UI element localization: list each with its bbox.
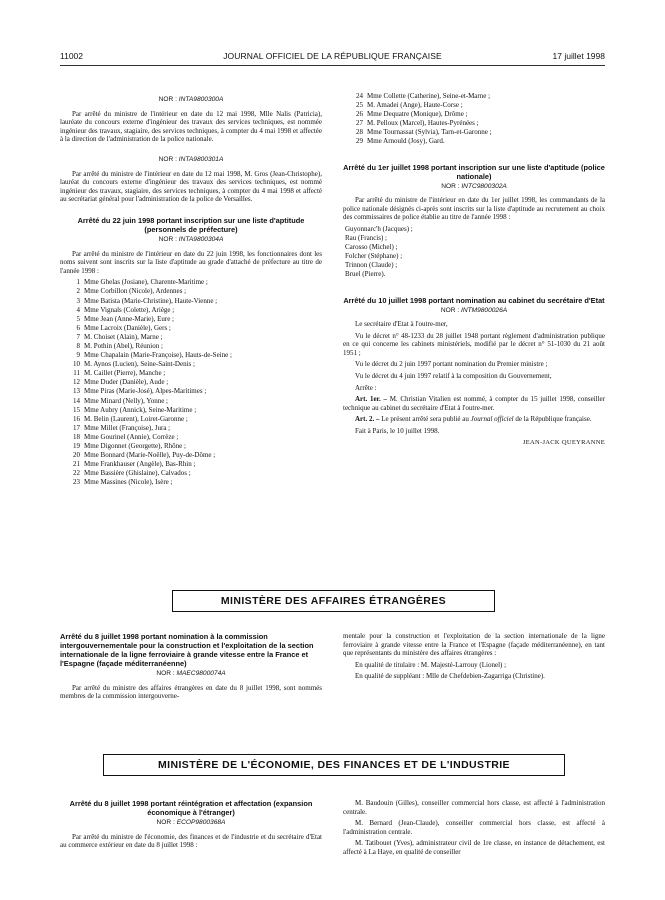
list-item-number: 13 — [73, 387, 80, 396]
list-item-text: Mme Batista (Marie-Christine), Haute-Vienne ; — [84, 296, 218, 305]
nor-reference: NOR : INTA9800300A — [158, 96, 224, 103]
list-item — [60, 287, 322, 296]
issue-date: 17 juillet 1998 — [552, 51, 605, 61]
list-item-text: Mme Tournassat (Sylvia), Tarn-et-Garonne ; — [367, 128, 492, 137]
list-item-text: Mme Vignals (Colette), Ariège ; — [84, 305, 175, 314]
nor-reference: NOR : INTA9800304A — [158, 235, 224, 243]
article-1: Art. 1er. – M. Christian Vitalien est nommé, à compter du 15 juillet 1998, conseiller technique au cabinet du secrétaire d'Etat à l'outre-mer. — [343, 395, 605, 412]
decree-paragraph: Vu le décret du 2 juin 1997 portant nomination du Premier ministre ; — [355, 360, 548, 369]
titular-line: En qualité de titulaire : M. Majesté-Larrouy (Lionel) ; — [355, 660, 507, 669]
nor-reference: NOR : INTC9800302A — [441, 182, 507, 190]
list-item-number: 6 — [76, 323, 80, 332]
list-item-number: 7 — [76, 332, 80, 341]
list-item-text: Mme Millet (Françoise), Jura ; — [84, 423, 171, 432]
list-item-number: 12 — [73, 378, 80, 387]
list-item-text: Mme Jean (Anne-Marie), Eure ; — [84, 314, 174, 323]
list-item-text: M. Pothin (Abel), Réunion ; — [84, 341, 163, 350]
decree-paragraph: Vu le décret n° 48-1233 du 28 juillet 1948 portant règlement d'administration publique en ce qui concerne les cabinets ministériels, modifié par le décret n° 51-1030 du 21 août 1951 ; — [343, 331, 605, 357]
list-item — [60, 451, 322, 460]
list-item-number: 23 — [73, 478, 80, 487]
list-item-number: 19 — [73, 442, 80, 450]
list-item-number: 27 — [356, 119, 363, 128]
list-item — [60, 324, 322, 333]
list-item — [60, 342, 322, 351]
list-item-number: 21 — [73, 460, 80, 469]
list-item-text: Mme Dequatre (Monique), Drôme ; — [367, 110, 468, 119]
list-item — [60, 478, 322, 487]
list-item-text: M. Pelloux (Marcel), Hautes-Pyrénées ; — [367, 119, 479, 128]
reassignment-item: M. Bernard (Jean-Claude), conseiller commercial hors classe, est affecté à l'administration centrale. — [343, 819, 605, 836]
list-item-number: 22 — [73, 469, 80, 478]
list-item — [60, 333, 322, 342]
decree-paragraph: Par arrêté du ministre de l'intérieur en date du 1er juillet 1998, les commandants de la police nationale désignés ci-après sont inscrits sur la liste d'aptitude au recrutement au choix des commissaires de police établie au titre de l'année 1998 : — [343, 196, 605, 222]
list-item-number: 15 — [73, 405, 80, 414]
list-item-text: Mme Digonnet (Georgette), Rhône ; — [84, 442, 186, 450]
ministry2-right — [343, 799, 605, 860]
list-item — [60, 369, 322, 378]
list-item — [60, 406, 322, 415]
list-item-number: 24 — [356, 92, 363, 100]
list-item — [343, 92, 605, 101]
list-item — [343, 128, 605, 137]
decree-paragraph: Par arrêté du ministre de l'intérieur en date du 22 juin 1998, les fonctionnaires dont les noms suivent sont inscrits sur la liste d'aptitude au grade d'attaché de préfecture au titre de l'année 1998 : — [60, 249, 322, 275]
list-item-text: M. Aynos (Lucien), Seine-Saint-Denis ; — [84, 360, 195, 369]
ministry2-left — [60, 799, 322, 853]
ministry-heading: MINISTÈRE DE L'ÉCONOMIE, DES FINANCES ET DE L'INDUSTRIE — [103, 754, 565, 776]
list-item-text: Mme Duder (Danièle), Aude ; — [84, 378, 169, 387]
list-item-text: Mme Minard (Nelly), Yonne ; — [84, 396, 168, 405]
reassignment-item: M. Tatibouet (Yves), administrateur civil de 1re classe, en instance de détachement, est affecté à La Haye, en qualité de conseiller — [343, 839, 605, 856]
signature-place-date: Fait à Paris, le 10 juillet 1998. — [355, 427, 440, 436]
list-item-text: Mme Gourinel (Annie), Corrèze ; — [84, 432, 179, 441]
list-item — [60, 360, 322, 369]
header-rule — [60, 65, 605, 66]
list-item-text: Mme Bassière (Ghislaine), Calvados ; — [84, 469, 191, 478]
ministry1-left — [60, 632, 322, 704]
decree-title: Arrêté du 8 juillet 1998 portant nomination à la commission intergouvernementale pour la construction et l'exploitation de la section internationale de la ligne ferroviaire à grande vitesse entre la France et l'Espagne (façade méditerranéenne) — [60, 632, 314, 668]
commissioner-name: Folcher (Stéphane) ; — [345, 252, 403, 261]
list-item — [60, 397, 322, 406]
list-item-number: 4 — [76, 305, 80, 314]
decree-paragraph: Le secrétaire d'Etat à l'outre-mer, — [355, 320, 448, 329]
list-item-text: Mme Corbillon (Nicole), Ardennes ; — [84, 287, 187, 296]
list-item-text: M. Belin (Laurent), Loiret-Garonne ; — [84, 414, 188, 423]
list-item-text: Mme Collette (Catherine), Seine-et-Marne ; — [367, 92, 491, 100]
nor-reference: NOR : MAEC9800074A — [156, 670, 226, 677]
substitute-line: En qualité de suppléant : Mlle de Chefdebien-Zagarriga (Christine). — [355, 672, 545, 681]
list-item-number: 28 — [356, 128, 363, 137]
list-item — [343, 137, 605, 146]
decree-paragraph: Par arrêté du ministre de l'intérieur en date du 12 mai 1998, M. Gros (Jean-Christophe), lauréat du concours externe d'ingénieur des travaux des services techniques, est nommé ingénieur des travaux, stagiaire, des services techniques, à compter du 4 mai 1998 et affecté au secrétariat général pour l'administration de la police de Versailles. — [60, 169, 322, 204]
signature: JEAN-JACK QUEYRANNE — [522, 438, 605, 446]
decree-paragraph: Par arrêté du ministre de l'intérieur en date du 12 mai 1998, Mlle Nalis (Patricia), lauréate du concours externe d'ingénieur des travaux des services techniques, est nommée ingénieur des travaux, stagiaire, des services techniques, à compter du 4 mai 1998 et affectée à la direction de l'administration de la police nationale. — [60, 109, 322, 144]
commissioner-name: Rau (Francis) ; — [345, 234, 387, 243]
list-item-text: Mme Frankhauser (Angèle), Bas-Rhin ; — [84, 460, 196, 469]
page-header — [60, 51, 605, 65]
nor-reference: NOR : ECOP9800368A — [156, 819, 226, 826]
list-item — [60, 351, 322, 360]
list-item-text: Mme Arnould (Josy), Gard. — [367, 137, 445, 146]
list-item — [343, 101, 605, 110]
list-item — [60, 315, 322, 324]
decree-title: Arrêté du 10 juillet 1998 portant nomination au cabinet du secrétaire d'Etat — [343, 295, 605, 305]
decree-paragraph: Par arrêté du ministre des affaires étrangères en date du 8 juillet 1998, sont nommés membres de la commission intergouverne- — [60, 683, 322, 701]
list-item-number: 1 — [76, 278, 80, 287]
list-item — [60, 378, 322, 387]
list-item — [60, 469, 322, 478]
aptitude-list-continued — [343, 92, 605, 147]
decree-paragraph: Vu le décret du 4 juin 1997 relatif à la composition du Gouvernement, — [355, 372, 552, 381]
list-item-number: 16 — [73, 414, 80, 423]
list-item-number: 20 — [73, 451, 80, 460]
list-item-text: M. Amadei (Ange), Haute-Corse ; — [367, 101, 463, 110]
list-item-text: Mme Chapalain (Marie-Françoise), Hauts-de-Seine ; — [84, 351, 232, 360]
list-item-number: 14 — [73, 396, 80, 405]
list-item — [60, 306, 322, 315]
right-column — [343, 92, 605, 447]
commissioner-name: Trinnon (Claude) ; — [345, 261, 398, 270]
list-item — [343, 119, 605, 128]
list-item-text: M. Caillet (Pierre), Manche ; — [84, 369, 166, 378]
list-item-number: 3 — [76, 296, 80, 305]
list-item-number: 5 — [76, 314, 80, 323]
list-item-number: 10 — [73, 360, 80, 369]
list-item-number: 8 — [76, 341, 80, 350]
list-item-number: 25 — [356, 101, 363, 110]
commissioner-name: Carosso (Michel) ; — [345, 243, 398, 252]
list-item — [60, 387, 322, 396]
commissioner-name: Bruel (Pierre). — [345, 270, 386, 279]
decree-paragraph: Par arrêté du ministre de l'économie, des finances et de l'industrie et du secrétaire d'Etat au commerce extérieur en date du 8 juillet 1998 : — [60, 832, 322, 850]
decree-title: Arrêté du 22 juin 1998 portant inscription sur une liste d'aptitude (personnels de préfecture) — [77, 215, 305, 234]
list-item-text: Mme Bonnard (Marie-Noëlle), Puy-de-Dôme ; — [84, 451, 216, 460]
ministry-heading: MINISTÈRE DES AFFAIRES ÉTRANGÈRES — [172, 590, 495, 612]
list-item-number: 18 — [73, 432, 80, 441]
list-item-text: M. Choiset (Alain), Marne ; — [84, 332, 163, 341]
list-item-number: 29 — [356, 137, 363, 146]
reassignment-item: M. Baudouin (Gilles), conseiller commercial hors classe, est affecté à l'administration centrale. — [343, 799, 605, 816]
list-item-number: 2 — [76, 287, 80, 296]
list-item-text: Mme Massines (Nicole), Isère ; — [84, 478, 173, 487]
list-item — [60, 424, 322, 433]
list-item — [60, 415, 322, 424]
journal-title: JOURNAL OFFICIEL DE LA RÉPUBLIQUE FRANÇAISE — [223, 51, 442, 61]
list-item — [60, 278, 322, 287]
list-item — [60, 297, 322, 306]
list-item — [60, 433, 322, 442]
decree-title: Arrêté du 8 juillet 1998 portant réintégration et affectation (expansion économique à l'étranger) — [69, 799, 313, 817]
list-item-number: 11 — [73, 369, 80, 378]
left-column — [60, 94, 322, 490]
list-item-text: Mme Ghelas (Josiane), Charente-Maritime ; — [84, 278, 208, 287]
nor-reference: NOR : INTA9800301A — [158, 155, 224, 163]
nor-reference: NOR : INTM9800026A — [440, 306, 508, 314]
aptitude-list — [60, 278, 322, 487]
list-item-number: 26 — [356, 110, 363, 119]
arrete-line: Arrête : — [355, 383, 377, 392]
list-item-text: Mme Lacroix (Danièle), Gers ; — [84, 323, 171, 332]
decree-title: Arrêté du 1er juillet 1998 portant inscription sur une liste d'aptitude (police nationale) — [343, 162, 605, 181]
commissioner-list — [343, 225, 605, 280]
list-item — [60, 442, 322, 451]
list-item-text: Mme Aubry (Annick), Seine-Maritime ; — [84, 405, 197, 414]
page-number: 11002 — [60, 51, 84, 61]
article-2: Art. 2. – Le présent arrêté sera publié au Journal officiel de la République française. — [355, 415, 592, 424]
decree-paragraph: mentale pour la construction et l'exploitation de la section internationale de la ligne ferroviaire à grande vitesse entre la France et l'Espagne (façade méditerranéenne), en tant que représentants du ministère des affaires étrangères : — [343, 632, 605, 658]
list-item-text: Mme Piras (Marie-José), Alpes-Maritimes ; — [84, 387, 207, 396]
commissioner-name: Guyonnarc'h (Jacques) ; — [345, 224, 413, 233]
ministry1-right — [343, 632, 605, 684]
list-item-number: 9 — [76, 351, 80, 360]
list-item — [343, 110, 605, 119]
list-item-number: 17 — [73, 423, 80, 432]
list-item — [60, 460, 322, 469]
